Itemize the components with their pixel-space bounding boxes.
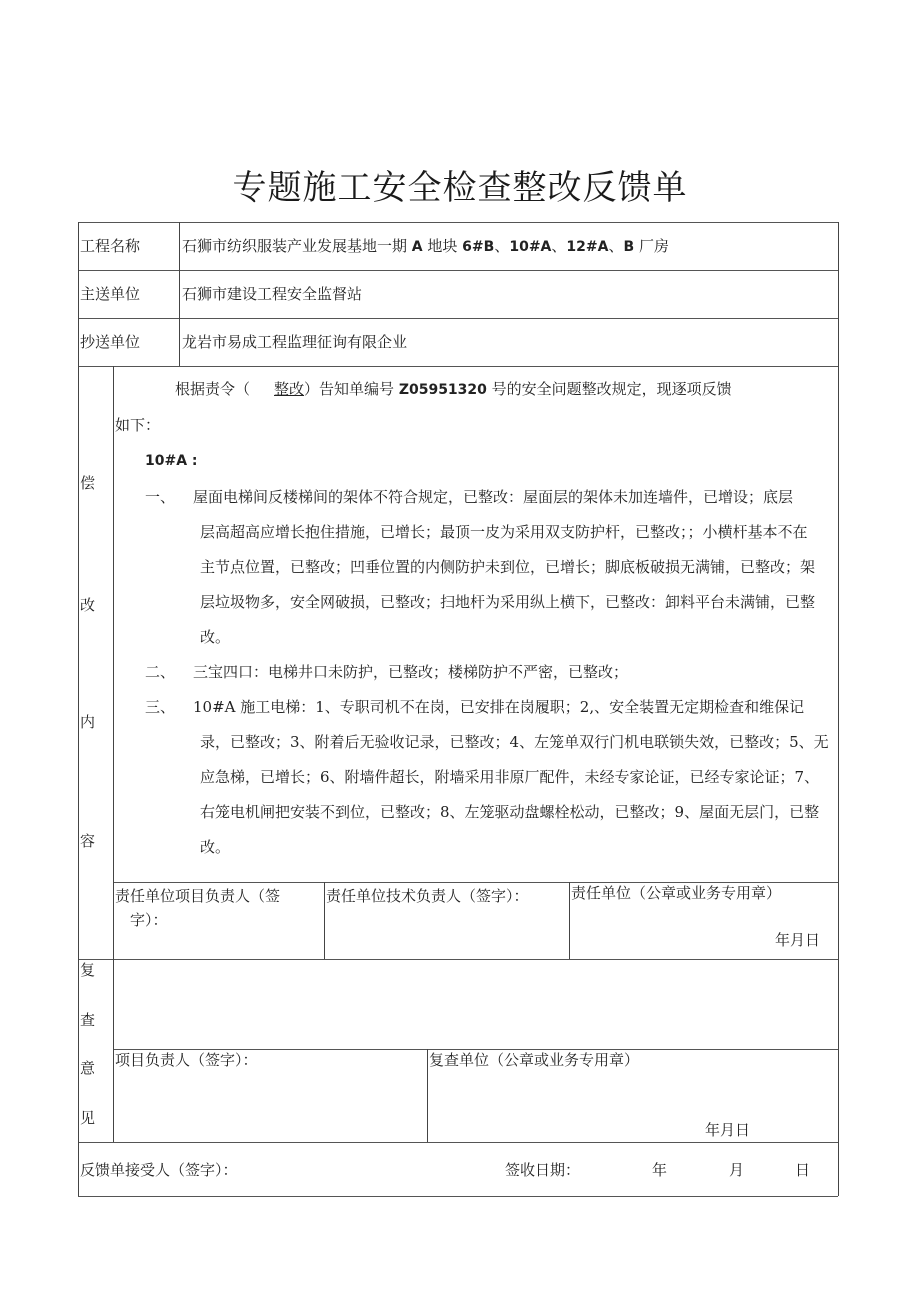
review-side-label-char: 见 (80, 1109, 96, 1127)
cc-recipient-label: 抄送单位 (80, 333, 141, 351)
content-side-label-char: 偿 (80, 474, 96, 492)
item-line: 层高超高应增长抱住措施，已增长；最顶一皮为采用双支防护杆，已整改；；小横杆基本不在 (200, 523, 808, 541)
signature-col-divider (569, 882, 570, 959)
review-unit-label: 复查单位（公章或业务专用章） (429, 1051, 640, 1069)
content-side-label-char: 容 (80, 832, 96, 850)
review-col-divider (427, 1049, 428, 1142)
sign-date-year: 年 (652, 1161, 668, 1179)
signature-col-divider (324, 882, 325, 959)
item-line: 改。 (200, 838, 231, 856)
row-divider (78, 270, 838, 271)
cc-recipient-value: 龙岩市易成工程监理征询有限企业 (182, 333, 408, 351)
sign-date-day: 日 (795, 1161, 811, 1179)
intro-line-2: 如下： (115, 416, 161, 434)
page-title: 专题施工安全检查整改反馈单 (232, 168, 688, 208)
item-line: 层垃圾物多，安全网破损，已整改；扫地杆为采用纵上横下，已整改：卸料平台未满铺，已整 (200, 593, 816, 611)
project-name-value: 石狮市纺织服装产业发展基地一期 A 地块 6#B、10#A、12#A、B 厂房 (182, 237, 669, 255)
row-divider (78, 959, 838, 960)
row-divider (78, 318, 838, 319)
item-line: 三宝四口：电梯井口未防护，已整改；楼梯防护不严密，已整改； (193, 663, 629, 681)
seal-date: 年月日 (775, 931, 821, 949)
item-line: 应急梯，已增长；6、附墙件超长，附墙采用非原厂配件，未经专家论证，已经专家论证；7、 (200, 768, 820, 786)
sign-date-month: 月 (729, 1161, 745, 1179)
sign-date-label: 签收日期： (505, 1161, 581, 1179)
item-line: 屋面电梯间反楼梯间的架体不符合规定，已整改：屋面层的架体未加连墙件，已增设；底层 (193, 488, 794, 506)
side-label-divider (113, 366, 114, 1142)
table-border-right (838, 222, 839, 1196)
project-leader-signature-label: 责任单位项目负责人（签 (115, 887, 281, 905)
item-marker: 二、 (145, 663, 176, 681)
table-border-bottom (78, 1196, 838, 1197)
project-name-label: 工程名称 (80, 237, 141, 255)
receiver-signature-label: 反馈单接受人（签字）： (80, 1161, 238, 1179)
review-side-label-char: 复 (80, 961, 96, 979)
content-side-label-char: 改 (80, 596, 96, 614)
tech-leader-signature-label: 责任单位技术负责人（签字）： (326, 887, 529, 905)
row-divider (78, 1142, 838, 1143)
notice-number: Z05951320 (398, 382, 487, 398)
item-line: 10#A 施工电梯：1、专职司机不在岗，已安排在岗履职；2,、安全装置无定期检查和维保记 (193, 698, 805, 716)
item-line: 录，已整改；3、附着后无验收记录，已整改；4、左笼单双行门机电联锁失效，已整改；5、无 (200, 733, 829, 751)
main-recipient-label: 主送单位 (80, 285, 141, 303)
order-type: 整改 (274, 380, 305, 398)
item-marker: 一、 (145, 488, 176, 506)
item-line: 右笼电机闸把安装不到位，已整改；8、左笼驱动盘螺栓松动，已整改；9、屋面无层门，已整 (200, 803, 820, 821)
content-side-label-char: 内 (80, 713, 96, 731)
unit-seal-label: 责任单位（公章或业务专用章） (571, 884, 782, 902)
review-project-leader-label: 项目负责人（签字）： (115, 1051, 258, 1069)
table-border-left (78, 222, 79, 1196)
main-recipient-value: 石狮市建设工程安全监督站 (182, 285, 363, 303)
item-line: 改。 (200, 628, 231, 646)
intro-line: 根据责令（ 整改）告知单编号 Z05951320 号的安全问题整改规定，现逐项反馈 (175, 380, 732, 398)
building-label: 10#A : (145, 453, 198, 469)
review-side-label-char: 查 (80, 1011, 96, 1029)
label-column-divider (179, 222, 180, 366)
review-side-label-char: 意 (80, 1059, 96, 1077)
table-border-top (78, 222, 838, 223)
project-leader-signature-label-cont: 字）： (130, 911, 168, 929)
item-marker: 三、 (145, 698, 176, 716)
row-divider (78, 366, 838, 367)
review-date: 年月日 (705, 1121, 751, 1139)
item-line: 主节点位置，已整改；凹垂位置的内侧防护未到位，已增长；脚底板破损无满铺，已整改；架 (200, 558, 816, 576)
